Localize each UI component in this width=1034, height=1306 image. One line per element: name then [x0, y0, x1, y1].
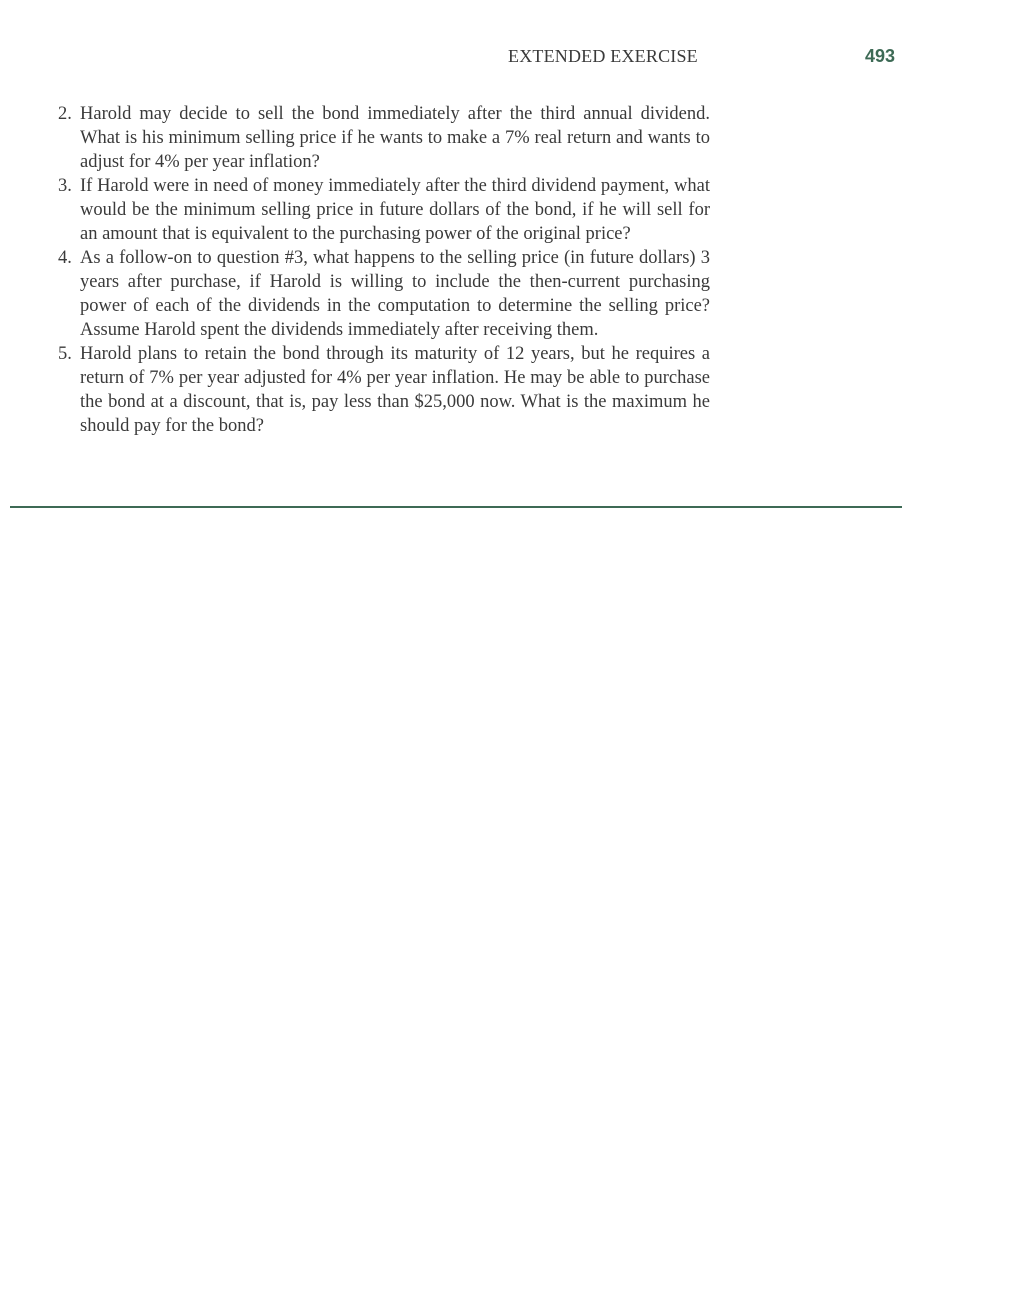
page-number: 493: [865, 46, 896, 66]
question-number-label: 2.: [58, 104, 72, 124]
question-number: [34, 342, 80, 438]
running-head: EXTENDED EXERCISE: [508, 46, 698, 66]
question-item: [34, 246, 710, 342]
question-text: As a follow-on to question #3, what happens to the selling price (in future dollars) 3 years after purchase, if Harold is willing to include the then-current purchasing power of each of the dividends in the computation to determine the selling price? Assume Harold spent the dividends immediately after receiving them.: [80, 248, 710, 340]
question-number-label: 5.: [58, 344, 72, 364]
question-text: Harold may decide to sell the bond immediately after the third annual dividend. What is his minimum selling price if he wants to make a 7% real return and wants to adjust for 4% per year inflation?: [80, 104, 710, 172]
question-number-label: 4.: [58, 248, 72, 268]
question-item: [34, 342, 710, 438]
question-number: [34, 174, 80, 246]
question-number-label: 3.: [58, 176, 72, 196]
question-text: Harold plans to retain the bond through its maturity of 12 years, but he requires a return of 7% per year adjusted for 4% per year inflation. He may be able to purchase the bond at a discount, that is, pay less than $25,000 now. What is the maximum he should pay for the bond?: [80, 344, 710, 436]
question-list: [34, 102, 710, 438]
question-number: [34, 102, 80, 174]
question-item: [34, 102, 710, 174]
question-number: [34, 246, 80, 342]
question-text: If Harold were in need of money immediately after the third dividend payment, what would be the minimum selling price in future dollars of the bond, if he will sell for an amount that is equivalent to the purchasing power of the original price?: [80, 176, 710, 244]
question-item: [34, 174, 710, 246]
section-divider-rule: [10, 506, 902, 508]
